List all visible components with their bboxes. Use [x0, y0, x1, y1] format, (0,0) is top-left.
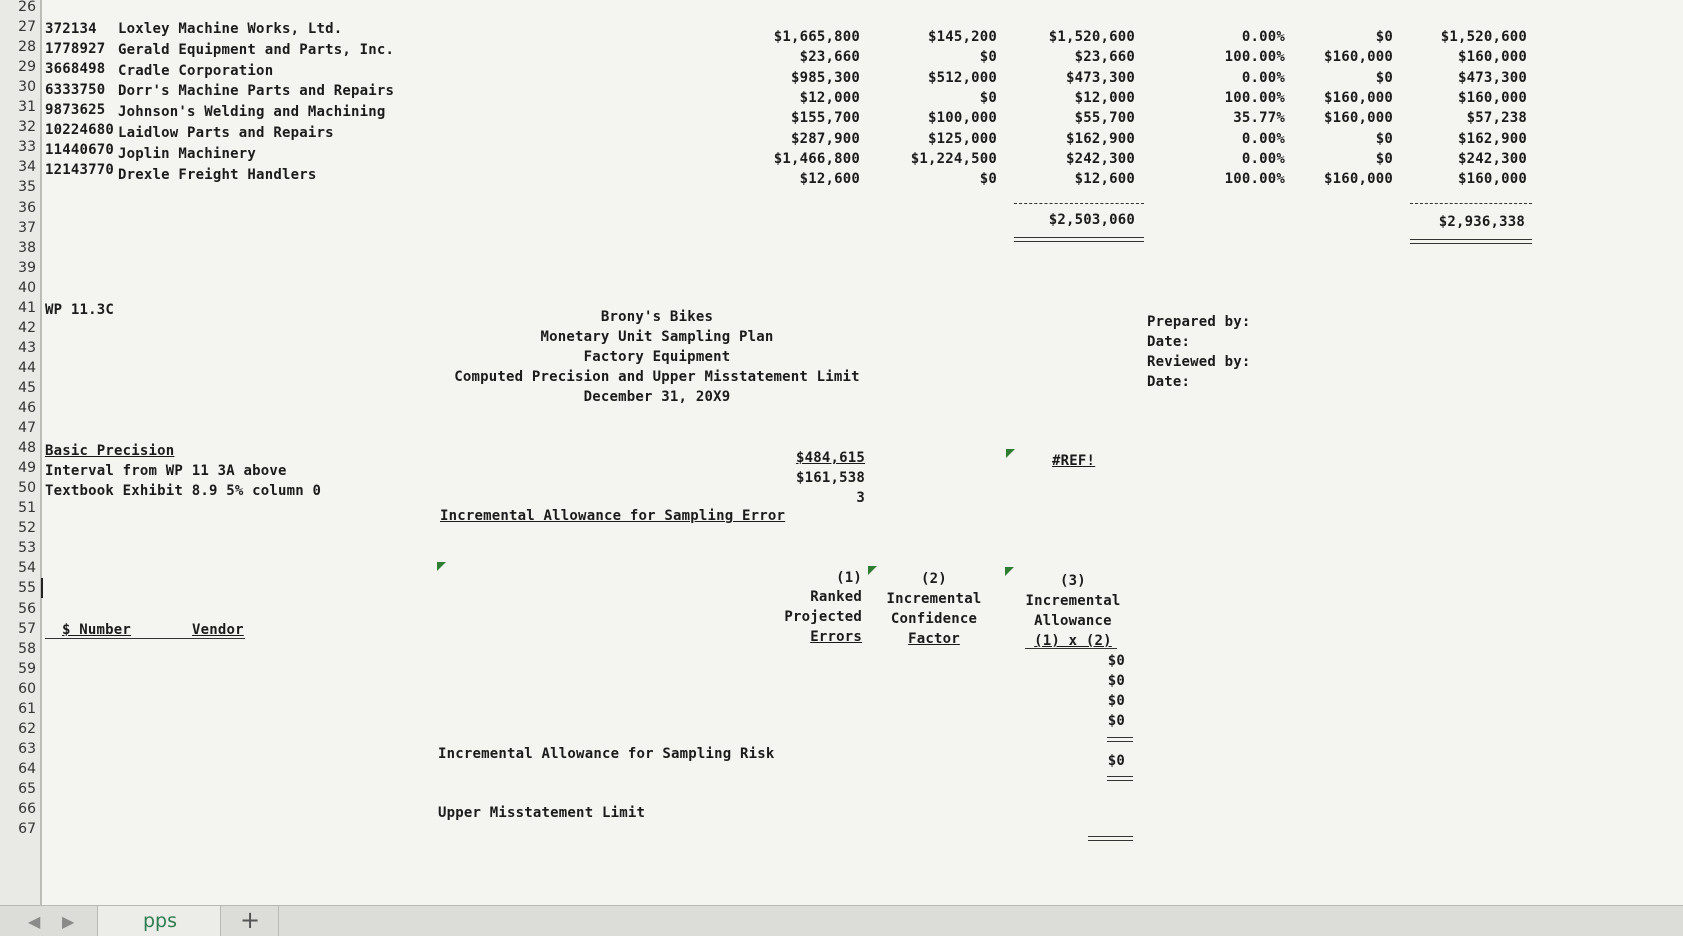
interval[interactable]: $0 [1375, 69, 1393, 86]
header-date[interactable]: December 31, 20X9 [583, 389, 731, 405]
row-number[interactable]: 30 [18, 79, 36, 96]
vendor-name[interactable]: Gerald Equipment and Parts, Inc. [118, 41, 395, 58]
row-number[interactable]: 49 [18, 460, 36, 477]
total-double-rule [1014, 237, 1144, 242]
book-value[interactable]: $1,466,800 [773, 150, 860, 167]
next-sheet-icon[interactable]: ▶ [62, 912, 75, 931]
book-value[interactable]: $985,300 [790, 69, 860, 86]
subtotal-rule [1410, 203, 1532, 204]
misstatement[interactable]: $1,520,600 [1048, 29, 1135, 45]
vendor-name[interactable]: Drexle Freight Handlers [118, 166, 317, 183]
row-number[interactable]: 48 [18, 440, 36, 457]
row-number[interactable]: 44 [18, 359, 36, 376]
row-number[interactable]: 54 [18, 560, 36, 577]
header-rule [1025, 648, 1117, 649]
tainting-pct[interactable]: 100.00% [1224, 171, 1285, 188]
sampling-risk-value[interactable]: $0 [1107, 753, 1125, 769]
row-number[interactable]: 29 [18, 59, 36, 76]
row-number[interactable]: 51 [18, 500, 36, 517]
dollar-number-header[interactable]: $ Number [62, 622, 132, 638]
header-company[interactable]: Brony's Bikes [600, 309, 714, 325]
date-label[interactable]: Date: [1147, 334, 1191, 350]
row-number[interactable]: 52 [18, 520, 36, 537]
row-number[interactable]: 32 [18, 119, 36, 136]
col2-number[interactable]: (2) [921, 571, 947, 587]
audited-value[interactable]: $0 [979, 49, 997, 66]
tainting-pct[interactable]: 100.00% [1224, 49, 1285, 66]
row-number[interactable]: 58 [18, 640, 36, 657]
allowance-cell[interactable]: $0 [1107, 653, 1125, 669]
row-number[interactable]: 42 [18, 319, 36, 336]
audited-value[interactable]: $100,000 [927, 110, 997, 127]
vendor-name[interactable]: Laidlow Parts and Repairs [118, 125, 334, 141]
col3-line-c[interactable]: (1) x (2) [1034, 633, 1112, 649]
error-indicator-icon [1006, 449, 1015, 458]
row-number[interactable]: 63 [18, 740, 36, 757]
incremental-allowance-title[interactable]: Incremental Allowance for Sampling Error [440, 508, 786, 524]
header-account[interactable]: Factory Equipment [583, 349, 731, 365]
misstatement[interactable]: $23,660 [1074, 49, 1135, 66]
sheet-tab-bar [0, 905, 1683, 936]
vendor-name[interactable]: Loxley Machine Works, Ltd. [118, 21, 343, 37]
row-number[interactable]: 53 [18, 540, 36, 557]
row-number[interactable]: 33 [18, 139, 36, 156]
col2-line-b[interactable]: Confidence [890, 611, 978, 627]
misstatement[interactable]: $55,700 [1074, 110, 1135, 127]
interval-label[interactable]: Interval from WP 11 3A above [45, 463, 287, 479]
audited-value[interactable]: $512,000 [927, 69, 997, 86]
interval[interactable]: $160,000 [1323, 171, 1393, 188]
allowance-cell[interactable]: $0 [1107, 693, 1125, 709]
vendor-name[interactable]: Cradle Corporation [118, 62, 274, 79]
tainting-pct[interactable]: 0.00% [1241, 29, 1285, 45]
error-indicator-icon [868, 566, 877, 575]
row-number[interactable]: 61 [18, 700, 36, 717]
text-cursor [41, 578, 43, 598]
basic-precision-title[interactable]: Basic Precision [45, 443, 175, 459]
col1-number[interactable]: (1) [836, 570, 862, 586]
row-number[interactable]: 43 [18, 339, 36, 356]
row-header-column[interactable] [0, 0, 42, 905]
col3-line-b[interactable]: Allowance [1034, 613, 1112, 629]
total-double-rule [1107, 776, 1133, 781]
add-sheet-button[interactable] [220, 906, 279, 936]
vendor-name[interactable]: Johnson's Welding and Machining [118, 104, 386, 121]
tainting-pct[interactable]: 0.00% [1241, 130, 1285, 147]
sampling-risk-label[interactable]: Incremental Allowance for Sampling Risk [438, 746, 775, 762]
uml-double-rule [1088, 836, 1133, 841]
row-number[interactable]: 56 [18, 600, 36, 617]
audited-value[interactable]: $0 [979, 89, 997, 106]
row-number[interactable]: 35 [18, 179, 36, 196]
allowance-cell[interactable]: $0 [1107, 713, 1125, 729]
upper-misstatement-label[interactable]: Upper Misstatement Limit [438, 805, 646, 821]
row-number[interactable]: 38 [18, 239, 36, 256]
tainting-pct[interactable]: 0.00% [1241, 69, 1285, 86]
header-rule [45, 638, 245, 639]
projected-error[interactable]: $160,000 [1457, 89, 1527, 106]
allowance-cell[interactable]: $0 [1107, 673, 1125, 689]
row-number[interactable]: 28 [18, 39, 36, 56]
total-adjusted[interactable]: $2,936,338 [1438, 214, 1525, 230]
vendor-number[interactable]: 11440670 [45, 142, 115, 159]
row-number[interactable]: 36 [18, 199, 36, 216]
row-number[interactable]: 47 [18, 420, 36, 437]
prev-sheet-icon[interactable]: ◀ [28, 912, 41, 931]
misstatement[interactable]: $12,600 [1074, 171, 1135, 188]
projected-error[interactable]: $160,000 [1457, 171, 1527, 188]
total-projected[interactable]: $2,503,060 [1048, 212, 1135, 228]
prepared-by-label[interactable]: Prepared by: [1147, 314, 1251, 330]
interval[interactable]: $0 [1375, 29, 1393, 45]
row-number[interactable]: 37 [18, 219, 36, 236]
audited-value[interactable]: $145,200 [927, 29, 997, 45]
misstatement[interactable]: $473,300 [1065, 69, 1135, 86]
plus-icon: + [240, 906, 261, 934]
interval[interactable]: $160,000 [1323, 49, 1393, 66]
row-number[interactable]: 50 [18, 480, 36, 497]
reviewed-by-label[interactable]: Reviewed by: [1147, 354, 1251, 370]
vendor-number[interactable]: 1778927 [45, 41, 106, 58]
projected-error[interactable]: $160,000 [1457, 49, 1527, 66]
vendor-number[interactable]: 372134 [45, 21, 97, 37]
row-number[interactable]: 60 [18, 680, 36, 697]
total-double-rule [1410, 239, 1532, 244]
interval[interactable]: $160,000 [1323, 110, 1393, 127]
interval[interactable]: $160,000 [1323, 89, 1393, 106]
row-number[interactable]: 64 [18, 760, 36, 777]
exhibit-label[interactable]: Textbook Exhibit 8.9 5% column 0 [45, 483, 322, 499]
confidence-factor-value[interactable]: 3 [856, 490, 865, 506]
row-number[interactable]: 27 [18, 19, 36, 36]
row-number[interactable]: 57 [18, 620, 36, 637]
col3-line-a[interactable]: Incremental [1025, 593, 1121, 609]
tainting-pct[interactable]: 100.00% [1224, 89, 1285, 106]
vendor-number[interactable]: 6333750 [45, 81, 106, 98]
row-number[interactable]: 46 [18, 400, 36, 416]
book-value[interactable]: $12,000 [799, 89, 860, 106]
projected-error[interactable]: $57,238 [1466, 110, 1527, 127]
row-number[interactable]: 65 [18, 780, 36, 797]
sheet-tab-pps[interactable] [97, 906, 221, 936]
row-number[interactable]: 34 [18, 159, 36, 176]
error-indicator-icon [1005, 567, 1014, 576]
audited-value[interactable]: $1,224,500 [910, 150, 997, 167]
header-plan[interactable]: Monetary Unit Sampling Plan [540, 329, 774, 345]
vendor-header[interactable]: Vendor [192, 622, 244, 638]
interval-value[interactable]: $161,538 [795, 470, 865, 486]
vendor-number[interactable]: 10224680 [45, 122, 115, 138]
projected-error[interactable]: $1,520,600 [1440, 29, 1527, 45]
interval[interactable]: $0 [1375, 130, 1393, 147]
row-number[interactable]: 26 [18, 0, 36, 15]
row-number[interactable]: 39 [18, 259, 36, 276]
vendor-number[interactable]: 3668498 [45, 61, 106, 78]
audited-value[interactable]: $125,000 [927, 130, 997, 147]
book-value[interactable]: $287,900 [790, 130, 860, 147]
tainting-pct[interactable]: 35.77% [1233, 110, 1285, 127]
vendor-name[interactable]: Joplin Machinery [118, 145, 257, 162]
row-number[interactable]: 59 [18, 660, 36, 677]
header-description[interactable]: Computed Precision and Upper Misstatement Limit [454, 369, 860, 385]
book-value[interactable]: $23,660 [799, 49, 860, 66]
col2-line-c[interactable]: Factor [908, 631, 960, 647]
row-number[interactable]: 55 [18, 580, 36, 597]
col1-line-a[interactable]: Ranked [810, 589, 862, 605]
sheet-tab-label: pps [143, 910, 178, 932]
book-value[interactable]: $155,700 [790, 110, 860, 127]
projected-error[interactable]: $242,300 [1457, 150, 1527, 167]
book-value[interactable]: $12,600 [799, 171, 860, 188]
projected-error[interactable]: $162,900 [1457, 130, 1527, 147]
vendor-number[interactable]: 9873625 [45, 101, 106, 118]
row-number[interactable]: 41 [18, 299, 36, 316]
tainting-pct[interactable]: 0.00% [1241, 150, 1285, 167]
row-number[interactable]: 62 [18, 720, 36, 737]
subtotal-rule [1014, 203, 1144, 204]
misstatement[interactable]: $162,900 [1065, 130, 1135, 147]
row-number[interactable]: 67 [18, 821, 36, 838]
row-number[interactable]: 45 [18, 379, 36, 396]
row-number[interactable]: 40 [18, 279, 36, 296]
vendor-name[interactable]: Dorr's Machine Parts and Repairs [118, 83, 395, 100]
row-number[interactable]: 31 [18, 99, 36, 116]
row-number[interactable]: 66 [18, 801, 36, 817]
book-value[interactable]: $1,665,800 [773, 29, 860, 45]
vendor-number[interactable]: 12143770 [45, 162, 115, 179]
audited-value[interactable]: $0 [979, 171, 997, 188]
col3-number[interactable]: (3) [1060, 573, 1086, 589]
col2-line-a[interactable]: Incremental [886, 591, 982, 607]
ref-error-cell[interactable]: #REF! [1052, 453, 1096, 469]
date-label[interactable]: Date: [1147, 374, 1191, 390]
subtotal-double-rule [1107, 737, 1133, 742]
error-indicator-icon [437, 562, 446, 571]
misstatement[interactable]: $242,300 [1065, 150, 1135, 167]
interval[interactable]: $0 [1375, 150, 1393, 167]
workpaper-ref[interactable]: WP 11.3C [45, 302, 115, 318]
col1-line-b[interactable]: Projected [784, 609, 862, 625]
col1-line-c[interactable]: Errors [810, 629, 862, 645]
projected-error[interactable]: $473,300 [1457, 69, 1527, 86]
misstatement[interactable]: $12,000 [1074, 89, 1135, 106]
basic-precision-value[interactable]: $484,615 [795, 450, 865, 466]
